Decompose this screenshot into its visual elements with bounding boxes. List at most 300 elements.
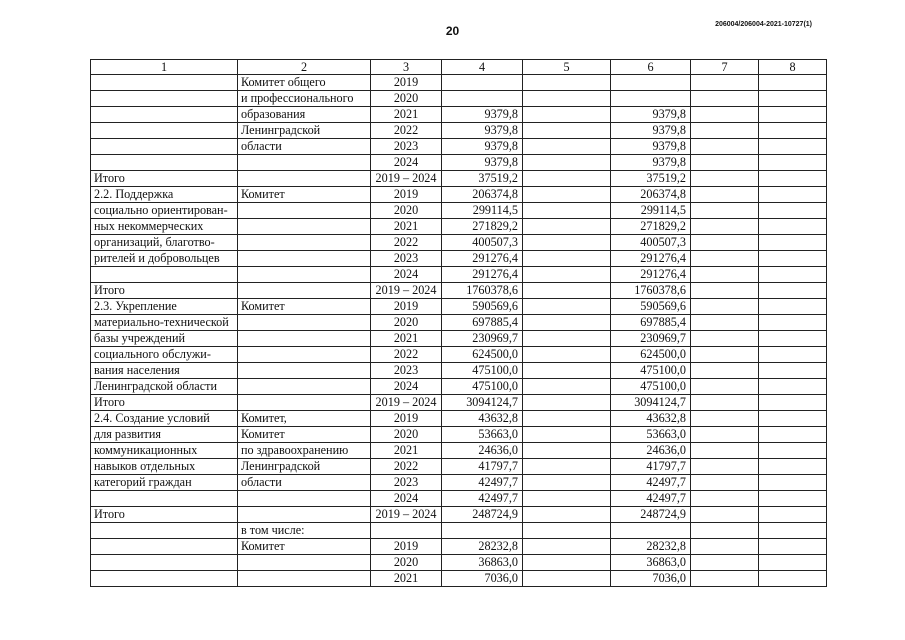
program-cell [91,555,238,571]
year-cell: 2019 – 2024 [371,395,442,411]
program-cell [91,523,238,539]
year-cell: 2020 [371,555,442,571]
other-sources-cell [759,363,827,379]
other-sources-cell [759,347,827,363]
document-id: 206004/206004-2021-10727(1) [715,21,812,28]
year-cell: 2019 – 2024 [371,507,442,523]
total-amount-cell: 299114,5 [442,203,523,219]
regional-amount-cell: 7036,0 [611,571,691,587]
program-cell: социального обслужи- [91,347,238,363]
program-cell: навыков отдельных [91,459,238,475]
header-col-3: 3 [371,60,442,75]
program-cell [91,91,238,107]
total-row [91,171,827,187]
executor-cell: Комитет [238,187,371,203]
federal-amount-cell [523,507,611,523]
other-sources-cell [759,91,827,107]
local-amount-cell [691,315,759,331]
executor-cell [238,347,371,363]
executor-cell: Ленинградской [238,123,371,139]
federal-amount-cell [523,315,611,331]
local-amount-cell [691,235,759,251]
local-amount-cell [691,155,759,171]
federal-amount-cell [523,139,611,155]
year-cell: 2020 [371,91,442,107]
local-amount-cell [691,171,759,187]
year-cell: 2023 [371,363,442,379]
federal-amount-cell [523,219,611,235]
year-cell: 2022 [371,459,442,475]
table-row [91,139,827,155]
local-amount-cell [691,347,759,363]
program-cell [91,155,238,171]
other-sources-cell [759,267,827,283]
federal-amount-cell [523,299,611,315]
regional-amount-cell: 299114,5 [611,203,691,219]
regional-amount-cell: 248724,9 [611,507,691,523]
federal-amount-cell [523,411,611,427]
executor-cell [238,315,371,331]
federal-amount-cell [523,267,611,283]
year-cell: 2019 [371,411,442,427]
table-row [91,411,827,427]
total-amount-cell: 291276,4 [442,267,523,283]
program-cell: Итого [91,283,238,299]
regional-amount-cell: 41797,7 [611,459,691,475]
year-cell: 2019 [371,539,442,555]
table-row [91,379,827,395]
regional-amount-cell: 9379,8 [611,107,691,123]
header-col-2: 2 [238,60,371,75]
local-amount-cell [691,539,759,555]
total-amount-cell: 248724,9 [442,507,523,523]
local-amount-cell [691,203,759,219]
program-cell: социально ориентирован- [91,203,238,219]
federal-amount-cell [523,235,611,251]
table-row [91,491,827,507]
table-body [91,75,827,587]
table-row [91,427,827,443]
federal-amount-cell [523,107,611,123]
regional-amount-cell: 230969,7 [611,331,691,347]
executor-cell: Комитет [238,299,371,315]
total-amount-cell [442,523,523,539]
total-row [91,507,827,523]
executor-cell: области [238,139,371,155]
program-cell: 2.2. Поддержка [91,187,238,203]
other-sources-cell [759,523,827,539]
local-amount-cell [691,123,759,139]
other-sources-cell [759,171,827,187]
executor-cell [238,379,371,395]
regional-amount-cell: 9379,8 [611,139,691,155]
regional-amount-cell: 475100,0 [611,363,691,379]
regional-amount-cell: 37519,2 [611,171,691,187]
local-amount-cell [691,491,759,507]
total-amount-cell: 41797,7 [442,459,523,475]
program-cell: вания населения [91,363,238,379]
other-sources-cell [759,283,827,299]
regional-amount-cell: 271829,2 [611,219,691,235]
year-cell: 2019 [371,299,442,315]
header-col-4: 4 [442,60,523,75]
local-amount-cell [691,107,759,123]
year-cell: 2019 – 2024 [371,283,442,299]
other-sources-cell [759,139,827,155]
table-row [91,235,827,251]
other-sources-cell [759,251,827,267]
total-amount-cell: 475100,0 [442,379,523,395]
total-amount-cell: 53663,0 [442,427,523,443]
year-cell: 2024 [371,267,442,283]
program-cell: Итого [91,395,238,411]
year-cell: 2020 [371,427,442,443]
local-amount-cell [691,411,759,427]
table-row [91,219,827,235]
program-cell: коммуникационных [91,443,238,459]
program-cell: 2.4. Создание условий [91,411,238,427]
federal-amount-cell [523,123,611,139]
executor-cell [238,155,371,171]
program-cell: Итого [91,171,238,187]
year-cell: 2019 [371,187,442,203]
program-cell: Итого [91,507,238,523]
total-amount-cell: 9379,8 [442,107,523,123]
federal-amount-cell [523,251,611,267]
program-cell: 2.3. Укрепление [91,299,238,315]
year-cell: 2021 [371,571,442,587]
table-row [91,267,827,283]
federal-amount-cell [523,283,611,299]
local-amount-cell [691,75,759,91]
federal-amount-cell [523,75,611,91]
table-row [91,523,827,539]
local-amount-cell [691,139,759,155]
program-cell [91,123,238,139]
other-sources-cell [759,491,827,507]
federal-amount-cell [523,571,611,587]
local-amount-cell [691,299,759,315]
federal-amount-cell [523,331,611,347]
federal-amount-cell [523,91,611,107]
total-amount-cell [442,91,523,107]
program-cell: для развития [91,427,238,443]
regional-amount-cell: 291276,4 [611,251,691,267]
program-cell: Ленинградской области [91,379,238,395]
other-sources-cell [759,459,827,475]
table-row [91,299,827,315]
regional-amount-cell [611,523,691,539]
regional-amount-cell [611,91,691,107]
total-amount-cell: 36863,0 [442,555,523,571]
federal-amount-cell [523,171,611,187]
executor-cell [238,251,371,267]
other-sources-cell [759,123,827,139]
executor-cell [238,283,371,299]
local-amount-cell [691,475,759,491]
executor-cell [238,331,371,347]
year-cell: 2022 [371,347,442,363]
table-row [91,75,827,91]
total-amount-cell: 42497,7 [442,491,523,507]
other-sources-cell [759,187,827,203]
total-amount-cell: 9379,8 [442,155,523,171]
total-amount-cell: 9379,8 [442,139,523,155]
total-amount-cell: 43632,8 [442,411,523,427]
other-sources-cell [759,155,827,171]
total-amount-cell: 206374,8 [442,187,523,203]
year-cell: 2021 [371,443,442,459]
regional-amount-cell: 42497,7 [611,491,691,507]
year-cell: 2023 [371,139,442,155]
other-sources-cell [759,107,827,123]
year-cell: 2021 [371,331,442,347]
executor-cell: в том числе: [238,523,371,539]
year-cell: 2020 [371,315,442,331]
federal-amount-cell [523,379,611,395]
year-cell: 2024 [371,379,442,395]
total-amount-cell: 271829,2 [442,219,523,235]
federal-amount-cell [523,475,611,491]
executor-cell: области [238,475,371,491]
local-amount-cell [691,363,759,379]
regional-amount-cell: 590569,6 [611,299,691,315]
regional-amount-cell: 36863,0 [611,555,691,571]
other-sources-cell [759,331,827,347]
regional-amount-cell: 400507,3 [611,235,691,251]
other-sources-cell [759,539,827,555]
header-col-5: 5 [523,60,611,75]
executor-cell [238,395,371,411]
other-sources-cell [759,219,827,235]
table-row [91,187,827,203]
total-amount-cell: 9379,8 [442,123,523,139]
other-sources-cell [759,411,827,427]
other-sources-cell [759,299,827,315]
federal-amount-cell [523,363,611,379]
year-cell: 2022 [371,123,442,139]
table-row [91,203,827,219]
program-cell: категорий граждан [91,475,238,491]
other-sources-cell [759,315,827,331]
table-row [91,251,827,267]
other-sources-cell [759,555,827,571]
other-sources-cell [759,427,827,443]
year-cell [371,523,442,539]
total-amount-cell: 7036,0 [442,571,523,587]
other-sources-cell [759,571,827,587]
regional-amount-cell: 9379,8 [611,155,691,171]
executor-cell: по здравоохранению [238,443,371,459]
local-amount-cell [691,283,759,299]
executor-cell [238,507,371,523]
total-amount-cell: 24636,0 [442,443,523,459]
total-row [91,395,827,411]
regional-amount-cell: 697885,4 [611,315,691,331]
other-sources-cell [759,235,827,251]
local-amount-cell [691,91,759,107]
total-amount-cell: 475100,0 [442,363,523,379]
year-cell: 2023 [371,251,442,267]
federal-amount-cell [523,459,611,475]
regional-amount-cell: 1760378,6 [611,283,691,299]
other-sources-cell [759,507,827,523]
federal-amount-cell [523,491,611,507]
federal-amount-cell [523,539,611,555]
regional-amount-cell: 43632,8 [611,411,691,427]
total-amount-cell: 624500,0 [442,347,523,363]
regional-amount-cell: 24636,0 [611,443,691,459]
header-col-6: 6 [611,60,691,75]
program-cell [91,139,238,155]
executor-cell [238,363,371,379]
table-row [91,347,827,363]
executor-cell [238,219,371,235]
other-sources-cell [759,379,827,395]
federal-amount-cell [523,443,611,459]
executor-cell [238,571,371,587]
local-amount-cell [691,267,759,283]
executor-cell [238,203,371,219]
executor-cell [238,491,371,507]
executor-cell: и профессионального [238,91,371,107]
program-cell [91,491,238,507]
header-col-1: 1 [91,60,238,75]
table-row [91,459,827,475]
program-cell: ных некоммерческих [91,219,238,235]
regional-amount-cell: 475100,0 [611,379,691,395]
page-number: 20 [445,24,460,38]
table-row [91,315,827,331]
table-row [91,539,827,555]
year-cell: 2024 [371,155,442,171]
regional-amount-cell: 206374,8 [611,187,691,203]
year-cell: 2024 [371,491,442,507]
program-cell [91,267,238,283]
local-amount-cell [691,379,759,395]
table-row [91,155,827,171]
federal-amount-cell [523,555,611,571]
other-sources-cell [759,203,827,219]
local-amount-cell [691,251,759,267]
total-amount-cell: 230969,7 [442,331,523,347]
executor-cell [238,267,371,283]
regional-amount-cell: 9379,8 [611,123,691,139]
program-cell [91,539,238,555]
local-amount-cell [691,219,759,235]
total-amount-cell: 400507,3 [442,235,523,251]
header-col-7: 7 [691,60,759,75]
local-amount-cell [691,571,759,587]
other-sources-cell [759,443,827,459]
total-row [91,283,827,299]
total-amount-cell: 3094124,7 [442,395,523,411]
table-row [91,123,827,139]
total-amount-cell: 1760378,6 [442,283,523,299]
regional-amount-cell: 28232,8 [611,539,691,555]
program-cell: организаций, благотво- [91,235,238,251]
program-cell: материально-технической [91,315,238,331]
federal-amount-cell [523,427,611,443]
total-amount-cell: 28232,8 [442,539,523,555]
program-cell [91,107,238,123]
budget-table [90,59,827,587]
program-cell: рителей и добровольцев [91,251,238,267]
table-row [91,475,827,491]
header-row [91,60,827,75]
table-row [91,331,827,347]
year-cell: 2023 [371,475,442,491]
total-amount-cell: 697885,4 [442,315,523,331]
year-cell: 2019 [371,75,442,91]
table-row [91,555,827,571]
regional-amount-cell [611,75,691,91]
header-col-8: 8 [759,60,827,75]
executor-cell: образования [238,107,371,123]
executor-cell: Комитет, [238,411,371,427]
regional-amount-cell: 3094124,7 [611,395,691,411]
table-row [91,571,827,587]
total-amount-cell: 42497,7 [442,475,523,491]
federal-amount-cell [523,395,611,411]
regional-amount-cell: 291276,4 [611,267,691,283]
total-amount-cell: 590569,6 [442,299,523,315]
year-cell: 2022 [371,235,442,251]
regional-amount-cell: 53663,0 [611,427,691,443]
table-row [91,363,827,379]
local-amount-cell [691,187,759,203]
program-cell: базы учреждений [91,331,238,347]
executor-cell: Комитет [238,539,371,555]
other-sources-cell [759,75,827,91]
table-row [91,91,827,107]
local-amount-cell [691,443,759,459]
local-amount-cell [691,555,759,571]
federal-amount-cell [523,203,611,219]
program-cell [91,571,238,587]
executor-cell: Комитет общего [238,75,371,91]
total-amount-cell: 37519,2 [442,171,523,187]
local-amount-cell [691,507,759,523]
total-amount-cell [442,75,523,91]
executor-cell: Ленинградской [238,459,371,475]
other-sources-cell [759,475,827,491]
federal-amount-cell [523,155,611,171]
local-amount-cell [691,395,759,411]
executor-cell: Комитет [238,427,371,443]
year-cell: 2020 [371,203,442,219]
executor-cell [238,235,371,251]
executor-cell [238,555,371,571]
local-amount-cell [691,459,759,475]
federal-amount-cell [523,523,611,539]
federal-amount-cell [523,187,611,203]
table-row [91,107,827,123]
local-amount-cell [691,331,759,347]
regional-amount-cell: 624500,0 [611,347,691,363]
year-cell: 2021 [371,107,442,123]
executor-cell [238,171,371,187]
local-amount-cell [691,427,759,443]
table-row [91,443,827,459]
program-cell [91,75,238,91]
local-amount-cell [691,523,759,539]
year-cell: 2021 [371,219,442,235]
regional-amount-cell: 42497,7 [611,475,691,491]
federal-amount-cell [523,347,611,363]
other-sources-cell [759,395,827,411]
total-amount-cell: 291276,4 [442,251,523,267]
